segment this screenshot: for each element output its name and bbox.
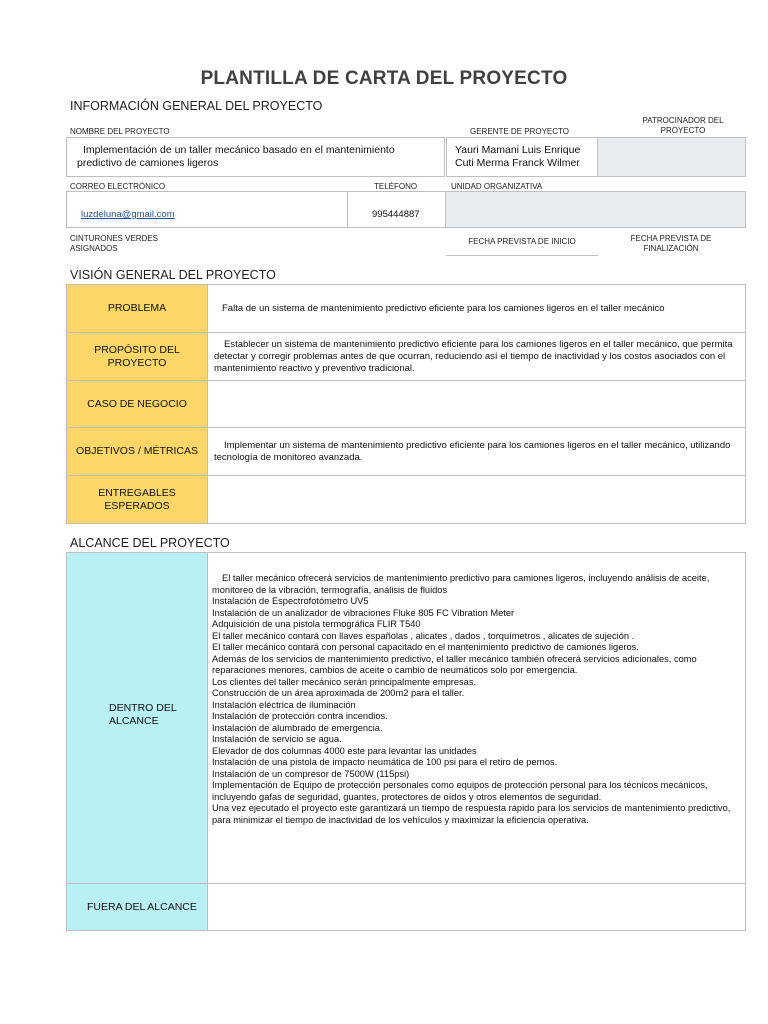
scope-line: Una vez ejecutado el proyecto este garantizará un tiempo de respuesta rápido para los servicios de mantenimiento predictivo, para minimizar el tiempo de inactividad de los vehículos y maximizar la eficiencia operativa. <box>212 803 731 825</box>
project-manager-field[interactable] <box>446 137 598 177</box>
email-label: CORREO ELECTRÓNICO <box>70 182 166 191</box>
vision-value[interactable] <box>208 381 746 428</box>
scope-line: El taller mecánico ofrecerá servicios de mantenimiento predictivo para camiones ligeros, incluyendo análisis de aceite, monitoreo de la vibración, termografía, análisis de fluidos <box>212 573 710 595</box>
vision-heading: VISIÓN GENERAL DEL PROYECTO <box>70 268 276 282</box>
org-unit-field[interactable] <box>445 191 746 228</box>
vision-label: OBJETIVOS / MÉTRICAS <box>67 428 208 476</box>
project-manager-label: GERENTE DE PROYECTO <box>470 127 569 136</box>
scope-line: Instalación eléctrica de iluminación <box>212 699 356 710</box>
scope-line: El taller mecánico contará con llaves españolas , alicates , dados , torquímetros , alicates de sujeción . <box>212 630 635 641</box>
email-field[interactable] <box>66 191 348 228</box>
vision-row <box>67 285 746 333</box>
scope-line: Los clientes del taller mecánico serán principalmente empresas. <box>212 676 477 687</box>
vision-value[interactable]: Establecer un sistema de mantenimiento predictivo eficiente para los camiones ligeros en el taller mecánico, que permita detectar y corregir problemas antes de que ocurran, reduciendo así el tiempo de inactividad y los costos asociados con el mantenimiento reactivo y preventivo tradicional. <box>208 333 746 381</box>
vision-label: CASO DE NEGOCIO <box>67 381 208 428</box>
project-manager-2: Cuti Merma Franck Wilmer <box>455 157 580 169</box>
project-sponsor-label: PATROCINADOR DEL PROYECTO <box>642 116 724 135</box>
vision-row <box>67 476 746 524</box>
project-name-value: Implementación de un taller mecánico basado en el mantenimiento predictivo de camiones ligeros <box>77 144 395 169</box>
start-date-underline <box>446 255 598 256</box>
page-title: PLANTILLA DE CARTA DEL PROYECTO <box>200 68 568 89</box>
scope-line: Construcción de un área aproximada de 200m2 para el taller. <box>212 688 465 698</box>
scope-line: Instalación de un analizador de vibraciones Fluke 805 FC Vibration Meter <box>212 607 515 618</box>
phone-field[interactable] <box>347 191 446 228</box>
vision-label: PROBLEMA <box>67 285 208 333</box>
phone-value: 995444887 <box>372 209 420 220</box>
vision-label: ENTREGABLES ESPERADOS <box>67 476 208 524</box>
out-scope-content[interactable] <box>208 884 746 931</box>
project-name-field[interactable] <box>66 137 445 177</box>
scope-line: Adquisición de una pistola termográfica FLIR T540 <box>212 619 421 629</box>
scope-line: Implementación de Equipo de protección personales como equipos de protección personal para los técnicos mecánicos, incluyendo gafas de seguridad, guantes, protectores de oídos y otros elementos de seguridad. <box>212 780 708 802</box>
vision-row <box>67 333 746 381</box>
scope-out-row <box>67 884 746 931</box>
email-link[interactable]: luzdeluna@gmail.com <box>81 209 175 220</box>
org-unit-label: UNIDAD ORGANIZATIVA <box>451 182 543 191</box>
scope-line: Instalación de alumbrado de emergencia. <box>212 722 383 733</box>
scope-line: Elevador de dos columnas 4000 este para levantar las unidades <box>212 745 477 756</box>
end-date-label: FECHA PREVISTA DE FINALIZACIÓN <box>630 234 712 253</box>
scope-heading: ALCANCE DEL PROYECTO <box>70 536 230 550</box>
vision-value[interactable] <box>208 476 746 524</box>
scope-table <box>66 552 746 931</box>
scope-line: Instalación de una pistola de impacto neumática de 100 psi para el retiro de pernos. <box>212 757 558 767</box>
vision-label: PROPÓSITO DEL PROYECTO <box>67 333 208 381</box>
project-name-label: NOMBRE DEL PROYECTO <box>70 127 170 136</box>
out-scope-label: FUERA DEL ALCANCE <box>67 884 208 931</box>
in-scope-label <box>67 553 208 884</box>
scope-line: El taller mecánico contará con personal capacitado en el mantenimiento predictivo de camiones ligeros. <box>212 642 639 652</box>
start-date-label: FECHA PREVISTA DE INICIO <box>468 237 576 246</box>
scope-line: Instalación de protección contra incendios. <box>212 711 388 721</box>
scope-line: Instalación de un compresor de 7500W (115psi) <box>212 768 410 779</box>
vision-value[interactable]: Implementar un sistema de mantenimiento predictivo eficiente para los camiones ligeros en el taller mecánico, utilizando tecnología de monitoreo avanzada. <box>208 428 746 476</box>
in-scope-content[interactable] <box>208 553 746 884</box>
vision-value[interactable]: Falta de un sistema de mantenimiento predictivo eficiente para los camiones ligeros en el taller mecánico <box>208 285 746 333</box>
vision-table <box>66 284 746 524</box>
general-info-heading: INFORMACIÓN GENERAL DEL PROYECTO <box>70 99 323 113</box>
scope-line: Instalación de servicio se agua. <box>212 734 342 744</box>
vision-row <box>67 381 746 428</box>
scope-in-row <box>67 553 746 884</box>
vision-row <box>67 428 746 476</box>
scope-line: Instalación de Espectrofotómetro UV5 <box>212 596 369 606</box>
in-scope-label-text: DENTRO DEL ALCANCE <box>109 702 177 727</box>
scope-line: Además de los servicios de mantenimiento predictivo, el taller mecánico también ofrecerá servicios adicionales, como reparaciones menores, cambios de aceite o cambio de neumáticos solo por emergencia. <box>212 653 697 675</box>
phone-label: TELÉFONO <box>374 182 418 191</box>
project-sponsor-field[interactable] <box>597 137 746 177</box>
project-manager-1: Yauri Mamani Luis Enrique <box>455 144 581 156</box>
green-belts-label: CINTURONES VERDES ASIGNADOS <box>70 234 159 253</box>
